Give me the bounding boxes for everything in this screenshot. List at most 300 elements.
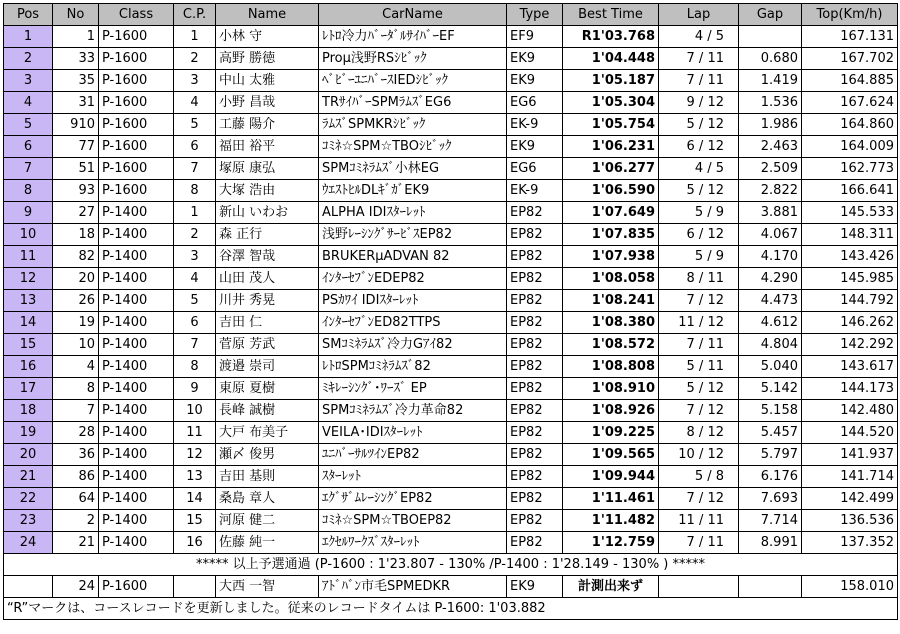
cell-carname: ｴｸｾﾙﾜｰｸｽﾞｽﾀｰﾚｯﾄ	[319, 532, 507, 554]
cell-cp: 12	[174, 444, 216, 466]
cell-cp: 6	[174, 312, 216, 334]
cell-lap: 10 / 12	[659, 444, 739, 466]
cell-best-time: 計測出来ず	[563, 576, 659, 598]
cell-class: P-1400	[99, 312, 174, 334]
cell-name: 高野 勝徳	[216, 48, 319, 70]
cell-best-time: 1'05.304	[563, 92, 659, 114]
cell-best-time: 1'06.231	[563, 136, 659, 158]
cell-type: EK9	[507, 70, 563, 92]
cell-top-speed: 158.010	[802, 576, 898, 598]
cell-no: 77	[53, 136, 99, 158]
cell-gap: 7.693	[739, 488, 802, 510]
cell-pos: 22	[4, 488, 53, 510]
cell-name: 吉田 仁	[216, 312, 319, 334]
cell-name: 瀬〆 俊男	[216, 444, 319, 466]
cell-pos: 17	[4, 378, 53, 400]
table-row	[4, 312, 898, 334]
cell-gap: 5.040	[739, 356, 802, 378]
cell-top-speed: 162.773	[802, 158, 898, 180]
cell-gap: 4.170	[739, 246, 802, 268]
cell-carname: ｲﾝﾀｰｾﾌﾞﾝEDEP82	[319, 268, 507, 290]
cell-top-speed: 148.311	[802, 224, 898, 246]
header-pos: Pos	[4, 4, 53, 26]
cell-cp: 3	[174, 246, 216, 268]
header-lap: Lap	[659, 4, 739, 26]
cell-class: P-1400	[99, 290, 174, 312]
cell-type: EP82	[507, 532, 563, 554]
cell-cp: 14	[174, 488, 216, 510]
cell-class: P-1400	[99, 356, 174, 378]
table-row	[4, 70, 898, 92]
cell-gap: 4.290	[739, 268, 802, 290]
cell-type: EP82	[507, 334, 563, 356]
cell-lap: 7 / 11	[659, 532, 739, 554]
cell-cp: 1	[174, 26, 216, 48]
header-name: Name	[216, 4, 319, 26]
cell-carname: BRUKERμADVAN 82	[319, 246, 507, 268]
header-carname: CarName	[319, 4, 507, 26]
cell-gap: 2.509	[739, 158, 802, 180]
cell-pos: 7	[4, 158, 53, 180]
table-row	[4, 180, 898, 202]
cell-class: P-1400	[99, 246, 174, 268]
table-row	[4, 532, 898, 554]
cell-lap: 11 / 11	[659, 510, 739, 532]
cell-name: 佐藤 純一	[216, 532, 319, 554]
cell-pos: 8	[4, 180, 53, 202]
cell-best-time: 1'08.572	[563, 334, 659, 356]
cell-best-time: 1'07.938	[563, 246, 659, 268]
cell-carname: ﾚﾄﾛ冷力ﾊﾞｰﾀﾞﾙｻｲﾊﾞｰEF	[319, 26, 507, 48]
cell-carname: ｺﾐﾈ☆SPM☆TBOｼﾋﾞｯｸ	[319, 136, 507, 158]
cell-carname: VEILA･IDIｽﾀｰﾚｯﾄ	[319, 422, 507, 444]
cell-no: 19	[53, 312, 99, 334]
header-gap: Gap	[739, 4, 802, 26]
cell-best-time: 1'08.808	[563, 356, 659, 378]
cell-no: 2	[53, 510, 99, 532]
cell-best-time: 1'08.926	[563, 400, 659, 422]
cell-name: 福田 裕平	[216, 136, 319, 158]
cell-lap: 5 / 12	[659, 180, 739, 202]
cell-type: EP82	[507, 202, 563, 224]
cell-carname: ｳｴｽﾄﾋﾙDLｷﾞｶﾞEK9	[319, 180, 507, 202]
cell-best-time: 1'11.482	[563, 510, 659, 532]
cell-type: EP82	[507, 510, 563, 532]
cell-lap: 8 / 11	[659, 268, 739, 290]
cell-no: 21	[53, 532, 99, 554]
cell-cp: 10	[174, 400, 216, 422]
cell-class: P-1600	[99, 26, 174, 48]
table-row	[4, 334, 898, 356]
cell-type: EF9	[507, 26, 563, 48]
cell-type: EK9	[507, 136, 563, 158]
cell-gap: 0.680	[739, 48, 802, 70]
cell-top-speed: 164.885	[802, 70, 898, 92]
cell-carname: Proμ浅野RSｼﾋﾞｯｸ	[319, 48, 507, 70]
table-row	[4, 48, 898, 70]
cell-carname: ｺﾐﾈ☆SPM☆TBOEP82	[319, 510, 507, 532]
cell-type: EP82	[507, 422, 563, 444]
cell-no: 20	[53, 268, 99, 290]
cell-no: 28	[53, 422, 99, 444]
cell-no: 1	[53, 26, 99, 48]
results-container	[3, 3, 897, 620]
table-row	[4, 488, 898, 510]
cell-pos	[4, 576, 53, 598]
cell-name: 森 正行	[216, 224, 319, 246]
cell-top-speed: 167.702	[802, 48, 898, 70]
results-body	[4, 26, 898, 554]
cell-cp: 5	[174, 114, 216, 136]
cell-name: 川井 秀晃	[216, 290, 319, 312]
cell-pos: 11	[4, 246, 53, 268]
cell-pos: 9	[4, 202, 53, 224]
cell-class: P-1600	[99, 136, 174, 158]
cell-best-time: 1'09.944	[563, 466, 659, 488]
cell-type: EG6	[507, 92, 563, 114]
cell-name: 山田 茂人	[216, 268, 319, 290]
footnote-row	[4, 598, 898, 620]
cell-type: EP82	[507, 246, 563, 268]
cell-pos: 19	[4, 422, 53, 444]
cell-no: 36	[53, 444, 99, 466]
cell-carname: 浅野ﾚｰｼﾝｸﾞｻｰﾋﾞｽEP82	[319, 224, 507, 246]
cell-best-time: 1'09.565	[563, 444, 659, 466]
cell-lap: 7 / 11	[659, 48, 739, 70]
cell-best-time: 1'04.448	[563, 48, 659, 70]
table-row	[4, 422, 898, 444]
cell-best-time: 1'05.754	[563, 114, 659, 136]
cell-type: EK-9	[507, 114, 563, 136]
cell-cp: 16	[174, 532, 216, 554]
cell-cp: 2	[174, 224, 216, 246]
cell-pos: 20	[4, 444, 53, 466]
cell-name: 大西 一智	[216, 576, 319, 598]
cell-type: EP82	[507, 312, 563, 334]
cell-carname: ｱﾄﾞﾊﾞﾝ市毛SPMEDKR	[319, 576, 507, 598]
cell-cp: 3	[174, 70, 216, 92]
cell-top-speed: 166.641	[802, 180, 898, 202]
cell-top-speed: 146.262	[802, 312, 898, 334]
cell-pos: 16	[4, 356, 53, 378]
cell-type: EK9	[507, 48, 563, 70]
cell-top-speed: 164.860	[802, 114, 898, 136]
cell-carname: ｽﾀｰﾚｯﾄ	[319, 466, 507, 488]
cell-pos: 24	[4, 532, 53, 554]
header-class: Class	[99, 4, 174, 26]
cell-cp: 4	[174, 92, 216, 114]
cell-pos: 6	[4, 136, 53, 158]
cell-type: EP82	[507, 224, 563, 246]
cell-best-time: R1'03.768	[563, 26, 659, 48]
cell-cp: 11	[174, 422, 216, 444]
cell-carname: ｲﾝﾀｰｾﾌﾞﾝED82TTPS	[319, 312, 507, 334]
results-table	[3, 3, 898, 620]
cell-carname: ｴｸﾞｻﾞﾑﾚｰｼﾝｸﾞEP82	[319, 488, 507, 510]
cell-gap	[739, 576, 802, 598]
cell-class: P-1400	[99, 334, 174, 356]
cell-lap	[659, 576, 739, 598]
cell-carname: SPMｺﾐﾈﾗﾑｽﾞ冷力革命82	[319, 400, 507, 422]
cell-class: P-1600	[99, 576, 174, 598]
cell-top-speed: 142.480	[802, 400, 898, 422]
cell-type: EP82	[507, 488, 563, 510]
cell-pos: 14	[4, 312, 53, 334]
qualify-note: ***** 以上予選通過 (P-1600 : 1'23.807 - 130% /P-1400 : 1'28.149 - 130% ) *****	[4, 554, 898, 576]
footnote: “R”マークは、コースレコードを更新しました。従来のレコードタイムは P-1600: 1'03.882	[4, 598, 898, 620]
cell-gap: 5.457	[739, 422, 802, 444]
cell-cp: 13	[174, 466, 216, 488]
cell-no: 8	[53, 378, 99, 400]
cell-name: 大戸 布美子	[216, 422, 319, 444]
cell-best-time: 1'08.380	[563, 312, 659, 334]
qualify-note-row	[4, 554, 898, 576]
cell-lap: 7 / 12	[659, 488, 739, 510]
cell-gap: 4.612	[739, 312, 802, 334]
cell-name: 桑島 章人	[216, 488, 319, 510]
cell-top-speed: 167.624	[802, 92, 898, 114]
cell-lap: 5 / 9	[659, 202, 739, 224]
cell-name: 吉田 基則	[216, 466, 319, 488]
cell-name: 河原 健二	[216, 510, 319, 532]
table-row	[4, 136, 898, 158]
cell-top-speed: 167.131	[802, 26, 898, 48]
cell-lap: 7 / 12	[659, 290, 739, 312]
cell-lap: 8 / 12	[659, 422, 739, 444]
cell-lap: 7 / 12	[659, 400, 739, 422]
cell-class: P-1400	[99, 378, 174, 400]
cell-lap: 7 / 11	[659, 334, 739, 356]
cell-pos: 13	[4, 290, 53, 312]
cell-cp: 5	[174, 290, 216, 312]
cell-top-speed: 164.009	[802, 136, 898, 158]
table-row	[4, 356, 898, 378]
cell-gap: 2.822	[739, 180, 802, 202]
table-row	[4, 246, 898, 268]
cell-top-speed: 143.617	[802, 356, 898, 378]
cell-lap: 5 / 12	[659, 378, 739, 400]
cell-class: P-1400	[99, 466, 174, 488]
cell-class: P-1400	[99, 510, 174, 532]
cell-top-speed: 137.352	[802, 532, 898, 554]
cell-name: 谷澤 智哉	[216, 246, 319, 268]
cell-pos: 21	[4, 466, 53, 488]
cell-cp: 8	[174, 180, 216, 202]
cell-cp: 6	[174, 136, 216, 158]
cell-name: 新山 いわお	[216, 202, 319, 224]
cell-name: 東原 夏樹	[216, 378, 319, 400]
cell-top-speed: 141.714	[802, 466, 898, 488]
cell-no: 26	[53, 290, 99, 312]
cell-pos: 1	[4, 26, 53, 48]
cell-class: P-1600	[99, 180, 174, 202]
cell-carname: ﾚﾄﾛSPMｺﾐﾈﾗﾑｽﾞ82	[319, 356, 507, 378]
cell-top-speed: 144.173	[802, 378, 898, 400]
table-row	[4, 202, 898, 224]
table-row	[4, 466, 898, 488]
cell-lap: 11 / 12	[659, 312, 739, 334]
cell-carname: ﾗﾑｽﾞSPMKRｼﾋﾞｯｸ	[319, 114, 507, 136]
table-row	[4, 92, 898, 114]
cell-class: P-1400	[99, 202, 174, 224]
table-row	[4, 224, 898, 246]
cell-class: P-1400	[99, 488, 174, 510]
cell-carname: SPMｺﾐﾈﾗﾑｽﾞ小林EG	[319, 158, 507, 180]
cell-lap: 5 / 11	[659, 356, 739, 378]
cell-pos: 15	[4, 334, 53, 356]
cell-top-speed: 136.536	[802, 510, 898, 532]
cell-best-time: 1'07.835	[563, 224, 659, 246]
cell-best-time: 1'06.277	[563, 158, 659, 180]
cell-top-speed: 144.520	[802, 422, 898, 444]
cell-no: 24	[53, 576, 99, 598]
cell-pos: 4	[4, 92, 53, 114]
cell-class: P-1400	[99, 444, 174, 466]
cell-gap: 1.536	[739, 92, 802, 114]
cell-cp: 7	[174, 158, 216, 180]
cell-gap: 2.463	[739, 136, 802, 158]
cell-name: 中山 太雅	[216, 70, 319, 92]
cell-carname: SMｺﾐﾈﾗﾑｽﾞ冷力Gｱｲ82	[319, 334, 507, 356]
header-best-time: Best Time	[563, 4, 659, 26]
cell-top-speed: 145.533	[802, 202, 898, 224]
table-row	[4, 26, 898, 48]
cell-carname: ﾕﾆﾊﾞｰｻﾙﾂｲﾝEP82	[319, 444, 507, 466]
cell-no: 910	[53, 114, 99, 136]
cell-class: P-1600	[99, 92, 174, 114]
cell-lap: 5 / 8	[659, 466, 739, 488]
cell-top-speed: 143.426	[802, 246, 898, 268]
cell-name: 長峰 誠樹	[216, 400, 319, 422]
cell-class: P-1400	[99, 400, 174, 422]
cell-cp	[174, 576, 216, 598]
cell-carname: ﾍﾞﾋﾞｰﾕﾆﾊﾞｰｽIEDｼﾋﾞｯｸ	[319, 70, 507, 92]
cell-no: 64	[53, 488, 99, 510]
cell-carname: ALPHA IDIｽﾀｰﾚｯﾄ	[319, 202, 507, 224]
cell-type: EP82	[507, 400, 563, 422]
cell-pos: 12	[4, 268, 53, 290]
cell-carname: ﾐｷﾚｰｼﾝｸﾞ･ﾜｰｽﾞ EP	[319, 378, 507, 400]
cell-class: P-1600	[99, 158, 174, 180]
header-cp: C.P.	[174, 4, 216, 26]
table-row	[4, 444, 898, 466]
cell-no: 51	[53, 158, 99, 180]
cell-type: EP82	[507, 356, 563, 378]
cell-no: 82	[53, 246, 99, 268]
cell-best-time: 1'08.910	[563, 378, 659, 400]
cell-no: 31	[53, 92, 99, 114]
cell-type: EP82	[507, 290, 563, 312]
table-row	[4, 290, 898, 312]
cell-pos: 3	[4, 70, 53, 92]
cell-name: 渡邉 崇司	[216, 356, 319, 378]
header-type: Type	[507, 4, 563, 26]
cell-best-time: 1'06.590	[563, 180, 659, 202]
table-row	[4, 158, 898, 180]
cell-class: P-1400	[99, 532, 174, 554]
table-row	[4, 378, 898, 400]
cell-cp: 15	[174, 510, 216, 532]
cell-class: P-1400	[99, 422, 174, 444]
cell-gap: 3.881	[739, 202, 802, 224]
cell-gap: 1.986	[739, 114, 802, 136]
cell-type: EP82	[507, 378, 563, 400]
table-row	[4, 268, 898, 290]
cell-name: 塚原 康弘	[216, 158, 319, 180]
cell-lap: 4 / 5	[659, 158, 739, 180]
cell-cp: 7	[174, 334, 216, 356]
cell-carname: TRｻｲﾊﾞｰSPMﾗﾑｽﾞEG6	[319, 92, 507, 114]
cell-top-speed: 145.985	[802, 268, 898, 290]
cell-cp: 9	[174, 378, 216, 400]
cell-top-speed: 142.499	[802, 488, 898, 510]
cell-lap: 6 / 12	[659, 136, 739, 158]
cell-class: P-1600	[99, 114, 174, 136]
header-row	[4, 4, 898, 26]
cell-no: 7	[53, 400, 99, 422]
table-row-unranked	[4, 576, 898, 598]
cell-cp: 4	[174, 268, 216, 290]
cell-top-speed: 142.292	[802, 334, 898, 356]
cell-class: P-1400	[99, 224, 174, 246]
cell-lap: 5 / 12	[659, 114, 739, 136]
cell-gap	[739, 26, 802, 48]
cell-cp: 2	[174, 48, 216, 70]
header-no: No	[53, 4, 99, 26]
cell-no: 86	[53, 466, 99, 488]
cell-gap: 1.419	[739, 70, 802, 92]
cell-class: P-1600	[99, 48, 174, 70]
cell-type: EK9	[507, 576, 563, 598]
cell-lap: 9 / 12	[659, 92, 739, 114]
cell-top-speed: 144.792	[802, 290, 898, 312]
cell-type: EP82	[507, 444, 563, 466]
cell-lap: 7 / 11	[659, 70, 739, 92]
cell-gap: 8.991	[739, 532, 802, 554]
cell-type: EK-9	[507, 180, 563, 202]
cell-pos: 2	[4, 48, 53, 70]
cell-name: 菅原 芳武	[216, 334, 319, 356]
cell-best-time: 1'08.058	[563, 268, 659, 290]
cell-top-speed: 141.937	[802, 444, 898, 466]
cell-no: 33	[53, 48, 99, 70]
cell-type: EP82	[507, 268, 563, 290]
cell-cp: 1	[174, 202, 216, 224]
cell-no: 27	[53, 202, 99, 224]
cell-no: 10	[53, 334, 99, 356]
cell-pos: 10	[4, 224, 53, 246]
cell-best-time: 1'12.759	[563, 532, 659, 554]
cell-no: 4	[53, 356, 99, 378]
cell-name: 小林 守	[216, 26, 319, 48]
cell-lap: 5 / 9	[659, 246, 739, 268]
cell-pos: 18	[4, 400, 53, 422]
cell-class: P-1400	[99, 268, 174, 290]
cell-no: 18	[53, 224, 99, 246]
table-row	[4, 400, 898, 422]
cell-no: 35	[53, 70, 99, 92]
cell-gap: 5.158	[739, 400, 802, 422]
cell-name: 小野 昌哉	[216, 92, 319, 114]
table-row	[4, 114, 898, 136]
cell-gap: 4.473	[739, 290, 802, 312]
cell-best-time: 1'09.225	[563, 422, 659, 444]
cell-best-time: 1'05.187	[563, 70, 659, 92]
table-row	[4, 510, 898, 532]
cell-no: 93	[53, 180, 99, 202]
header-top-speed: Top(Km/h)	[802, 4, 898, 26]
cell-best-time: 1'11.461	[563, 488, 659, 510]
